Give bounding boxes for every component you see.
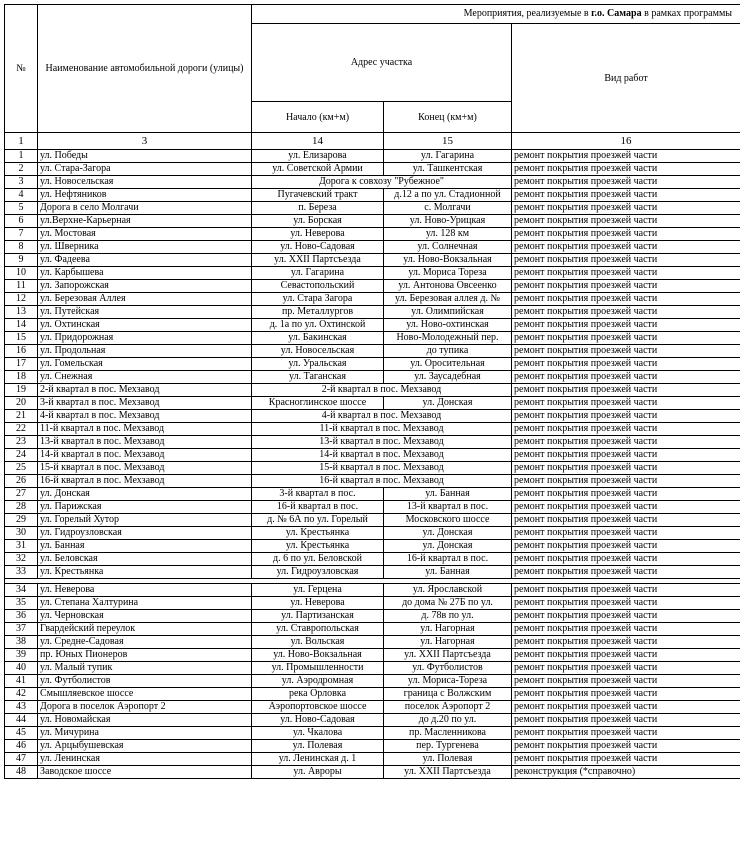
road-name: Дорога в поселок Аэропорт 2 [38,701,252,714]
road-name: Дорога в село Молгачи [38,202,252,215]
address-start: ул. Авроры [252,766,384,779]
address-end: 13-й квартал в пос. [384,501,512,514]
address-start: ул. Крестьянка [252,527,384,540]
address-merged: 15-й квартал в пос. Мехзавод [252,462,512,475]
document-sheet [4,0,740,779]
address-start: ул. Партизанская [252,610,384,623]
address-end: ул. XXII Партсъезда [384,649,512,662]
row-number: 4 [5,189,38,202]
table-row [5,475,740,488]
col-number: 16 [512,133,740,150]
address-start: ул. Гидроузловская [252,566,384,579]
address-end: ул. Полевая [384,753,512,766]
address-start: ул. Стара Загора [252,293,384,306]
work-type: ремонт покрытия проезжей части [512,202,740,215]
table-row [5,280,740,293]
work-type: ремонт покрытия проезжей части [512,636,740,649]
address-start: ул. Бакинская [252,332,384,345]
row-number: 12 [5,293,38,306]
work-type: ремонт покрытия проезжей части [512,649,740,662]
row-number: 28 [5,501,38,514]
work-type: ремонт покрытия проезжей части [512,163,740,176]
table-row [5,436,740,449]
table-row [5,753,740,766]
road-name: ул. Крестьянка [38,566,252,579]
address-start: ул. Новосельская [252,345,384,358]
row-number: 16 [5,345,38,358]
table-row [5,540,740,553]
road-name: ул. Средне-Садовая [38,636,252,649]
row-number: 10 [5,267,38,280]
work-type: ремонт покрытия проезжей части [512,740,740,753]
work-type: ремонт покрытия проезжей части [512,488,740,501]
address-start: ул. Неверова [252,228,384,241]
road-name: 2-й квартал в пос. Мехзавод [38,384,252,397]
address-end: 16-й квартал в пос. [384,553,512,566]
work-type: ремонт покрытия проезжей части [512,462,740,475]
road-name: 13-й квартал в пос. Мехзавод [38,436,252,449]
table-row [5,449,740,462]
table-row [5,740,740,753]
row-number: 21 [5,410,38,423]
address-start: д. 6 по ул. Беловской [252,553,384,566]
row-number: 32 [5,553,38,566]
table-row [5,306,740,319]
road-name: ул. Стара-Загора [38,163,252,176]
work-type: ремонт покрытия проезжей части [512,254,740,267]
work-type: ремонт покрытия проезжей части [512,280,740,293]
table-row [5,202,740,215]
work-type: ремонт покрытия проезжей части [512,540,740,553]
table-row [5,423,740,436]
address-end: ул. Нагорная [384,623,512,636]
work-type: ремонт покрытия проезжей части [512,332,740,345]
address-merged: 16-й квартал в пос. Мехзавод [252,475,512,488]
work-type: ремонт покрытия проезжей части [512,553,740,566]
table-row [5,150,740,163]
address-merged: 4-й квартал в пос. Мехзавод [252,410,512,423]
work-type: ремонт покрытия проезжей части [512,584,740,597]
table-row [5,688,740,701]
table-row [5,345,740,358]
address-end: ул. Оросительная [384,358,512,371]
row-number: 18 [5,371,38,384]
road-name: 4-й квартал в пос. Мехзавод [38,410,252,423]
col-number: 1 [5,133,38,150]
address-start: Красноглинское шоссе [252,397,384,410]
row-number: 25 [5,462,38,475]
work-type: ремонт покрытия проезжей части [512,384,740,397]
work-type: ремонт покрытия проезжей части [512,662,740,675]
address-merged: 2-й квартал в пос. Мехзавод [252,384,512,397]
address-start: ул. Ново-Садовая [252,241,384,254]
road-name: ул. Запорожская [38,280,252,293]
address-start: ул. Гагарина [252,267,384,280]
road-name: 16-й квартал в пос. Мехзавод [38,475,252,488]
road-name: ул. Новосельская [38,176,252,189]
work-type: ремонт покрытия проезжей части [512,449,740,462]
row-number: 47 [5,753,38,766]
table-row [5,397,740,410]
address-start: ул. Крестьянка [252,540,384,553]
row-number: 45 [5,727,38,740]
address-start: ул. Ставропольская [252,623,384,636]
road-name: ул. Снежная [38,371,252,384]
road-name: ул. Гидроузловская [38,527,252,540]
row-number: 39 [5,649,38,662]
row-number: 24 [5,449,38,462]
address-start: ул. Ленинская д. 1 [252,753,384,766]
road-name: ул. Ленинская [38,753,252,766]
work-type: ремонт покрытия проезжей части [512,189,740,202]
row-number: 31 [5,540,38,553]
row-number: 46 [5,740,38,753]
address-end: ул. Банная [384,488,512,501]
address-end: ул. Донская [384,527,512,540]
header-address: Адрес участка [252,24,512,102]
address-end: до тупика [384,345,512,358]
address-start: ул. Ново-Садовая [252,714,384,727]
address-start: ул. Промышленности [252,662,384,675]
road-name: пр. Юных Пионеров [38,649,252,662]
row-number: 6 [5,215,38,228]
address-end: ул. Олимпийская [384,306,512,319]
row-number: 17 [5,358,38,371]
address-start: д. № 6А по ул. Горелый [252,514,384,527]
road-name: ул. Фадеева [38,254,252,267]
work-type: ремонт покрытия проезжей части [512,319,740,332]
road-name: ул. Новомайская [38,714,252,727]
row-number: 34 [5,584,38,597]
address-start: ул. Таганская [252,371,384,384]
row-number: 9 [5,254,38,267]
table-row [5,649,740,662]
row-number: 27 [5,488,38,501]
table-row [5,371,740,384]
table-row [5,727,740,740]
row-number: 13 [5,306,38,319]
road-name: ул. Горелый Хутор [38,514,252,527]
row-number: 41 [5,675,38,688]
address-start: п. Береза [252,202,384,215]
road-name: Гвардейский переулок [38,623,252,636]
row-number: 36 [5,610,38,623]
address-end: ул. Футболистов [384,662,512,675]
address-start: 3-й квартал в пос. [252,488,384,501]
table-row [5,527,740,540]
row-number: 37 [5,623,38,636]
work-type: ремонт покрытия проезжей части [512,241,740,254]
address-end: ул. Ново-охтинская [384,319,512,332]
address-end: Московского шоссе [384,514,512,527]
road-name: Смышляевское шоссе [38,688,252,701]
address-end: с. Молгачи [384,202,512,215]
work-type: ремонт покрытия проезжей части [512,610,740,623]
table-row [5,384,740,397]
row-number: 1 [5,150,38,163]
table-row [5,488,740,501]
work-type: ремонт покрытия проезжей части [512,714,740,727]
road-name: Заводское шоссе [38,766,252,779]
row-number: 8 [5,241,38,254]
address-start: ул. Елизарова [252,150,384,163]
address-end: Ново-Молодежный пер. [384,332,512,345]
header-city: г.о. Самара [591,8,642,19]
address-end: ул. Мориса-Тореза [384,675,512,688]
work-type: ремонт покрытия проезжей части [512,475,740,488]
road-name: ул. Шверника [38,241,252,254]
row-number: 14 [5,319,38,332]
address-end: ул. Ярославской [384,584,512,597]
table-row [5,241,740,254]
address-end: ул. Нагорная [384,636,512,649]
road-name: ул. Малый тупик [38,662,252,675]
address-end: д.12 а по ул. Стадионной [384,189,512,202]
work-type: ремонт покрытия проезжей части [512,436,740,449]
table-row [5,514,740,527]
work-type: ремонт покрытия проезжей части [512,215,740,228]
work-type: ремонт покрытия проезжей части [512,501,740,514]
work-type: ремонт покрытия проезжей части [512,753,740,766]
address-merged: 11-й квартал в пос. Мехзавод [252,423,512,436]
road-name: ул. Банная [38,540,252,553]
row-number: 5 [5,202,38,215]
work-type: ремонт покрытия проезжей части [512,597,740,610]
column-numbers-row [5,133,740,150]
row-number: 15 [5,332,38,345]
address-start: Пугачевский тракт [252,189,384,202]
table-row [5,319,740,332]
col-number: 3 [38,133,252,150]
road-name: ул. Карбышева [38,267,252,280]
row-number: 11 [5,280,38,293]
address-start: ул. Герцена [252,584,384,597]
road-name: 11-й квартал в пос. Мехзавод [38,423,252,436]
address-end: ул. XXII Партсъезда [384,766,512,779]
table-row [5,566,740,579]
address-start: ул. XXII Партсъезда [252,254,384,267]
table-row [5,662,740,675]
road-name: ул. Продольная [38,345,252,358]
road-name: ул. Арцыбушевская [38,740,252,753]
work-type: ремонт покрытия проезжей части [512,267,740,280]
row-number: 48 [5,766,38,779]
header-row-1 [5,5,740,24]
address-end: до д.20 по ул. [384,714,512,727]
table-row [5,163,740,176]
address-start: ул. Аэродромная [252,675,384,688]
work-type: ремонт покрытия проезжей части [512,727,740,740]
header-num: № [5,5,38,133]
row-number: 33 [5,566,38,579]
address-end: пер. Тургенева [384,740,512,753]
row-number: 35 [5,597,38,610]
work-type: ремонт покрытия проезжей части [512,358,740,371]
work-type: ремонт покрытия проезжей части [512,150,740,163]
row-number: 40 [5,662,38,675]
address-end: д. 78в по ул. [384,610,512,623]
address-end: граница с Волжским [384,688,512,701]
road-name: ул. Степана Халтурина [38,597,252,610]
col-number: 14 [252,133,384,150]
row-number: 3 [5,176,38,189]
work-type: ремонт покрытия проезжей части [512,514,740,527]
table-row [5,293,740,306]
address-start: пр. Металлургов [252,306,384,319]
work-type: ремонт покрытия проезжей части [512,675,740,688]
road-name: ул. Придорожная [38,332,252,345]
work-type: ремонт покрытия проезжей части [512,345,740,358]
address-end: ул. Донская [384,540,512,553]
work-type: ремонт покрытия проезжей части [512,527,740,540]
address-start: ул. Неверова [252,597,384,610]
row-number: 22 [5,423,38,436]
work-type: ремонт покрытия проезжей части [512,423,740,436]
road-name: ул. Березовая Аллея [38,293,252,306]
road-name: ул. Неверова [38,584,252,597]
address-end: пр. Масленникова [384,727,512,740]
address-merged: Дорога к совхозу "Рубежное" [252,176,512,189]
table-row [5,714,740,727]
road-name: ул. Путейская [38,306,252,319]
table-row [5,215,740,228]
address-start: ул. Вольская [252,636,384,649]
address-end: ул. Березовая аллея д. № [384,293,512,306]
address-start: река Орловка [252,688,384,701]
work-type: ремонт покрытия проезжей части [512,293,740,306]
address-end: ул. Ново-Урицкая [384,215,512,228]
road-name: ул. Мостовая [38,228,252,241]
address-start: д. 1а по ул. Охтинской [252,319,384,332]
table-row [5,462,740,475]
address-start: ул. Уральская [252,358,384,371]
address-merged: 13-й квартал в пос. Мехзавод [252,436,512,449]
row-number: 30 [5,527,38,540]
col-number: 15 [384,133,512,150]
address-start: ул. Советской Армии [252,163,384,176]
address-end: ул. Солнечная [384,241,512,254]
table-row [5,610,740,623]
work-type: реконструкция (*справочно) [512,766,740,779]
work-type: ремонт покрытия проезжей части [512,306,740,319]
work-type: ремонт покрытия проезжей части [512,371,740,384]
road-name: ул. Донская [38,488,252,501]
table-row [5,501,740,514]
row-number: 23 [5,436,38,449]
address-end: до дома № 27Б по ул. [384,597,512,610]
row-number: 7 [5,228,38,241]
address-start: ул. Полевая [252,740,384,753]
table-row [5,766,740,779]
header-start: Начало (км+м) [252,102,384,133]
road-name: ул. Охтинская [38,319,252,332]
address-start: ул. Ново-Вокзальная [252,649,384,662]
table-row [5,358,740,371]
road-name: ул. Нефтяников [38,189,252,202]
road-name: ул. Парижская [38,501,252,514]
road-name: ул. Черновская [38,610,252,623]
address-end: ул. Гагарина [384,150,512,163]
row-number: 20 [5,397,38,410]
table-row [5,267,740,280]
road-name: ул.Верхне-Карьерная [38,215,252,228]
header-measures: Мероприятия, реализуемые в г.о. Самара в рамках программы [252,5,740,24]
table-row [5,332,740,345]
header-end: Конец (км+м) [384,102,512,133]
address-end: ул. Ново-Вокзальная [384,254,512,267]
row-number: 42 [5,688,38,701]
address-merged: 14-й квартал в пос. Мехзавод [252,449,512,462]
table-row [5,584,740,597]
road-name: ул. Гомельская [38,358,252,371]
address-start: Севастопольский [252,280,384,293]
road-name: 14-й квартал в пос. Мехзавод [38,449,252,462]
road-name: 3-й квартал в пос. Мехзавод [38,397,252,410]
header-work: Вид работ [512,24,740,133]
address-start: ул. Чкалова [252,727,384,740]
table-row [5,228,740,241]
road-name: ул. Футболистов [38,675,252,688]
work-type: ремонт покрытия проезжей части [512,688,740,701]
table-row [5,701,740,714]
row-number: 19 [5,384,38,397]
road-name: ул. Мичурина [38,727,252,740]
work-type: ремонт покрытия проезжей части [512,228,740,241]
address-start: Аэропортовское шоссе [252,701,384,714]
table-row [5,675,740,688]
row-number: 2 [5,163,38,176]
table-row [5,553,740,566]
table-row [5,189,740,202]
address-end: поселок Аэропорт 2 [384,701,512,714]
table-row [5,636,740,649]
work-type: ремонт покрытия проезжей части [512,397,740,410]
table-row [5,597,740,610]
address-end: ул. Банная [384,566,512,579]
row-number: 44 [5,714,38,727]
table-row [5,410,740,423]
road-name: ул. Беловская [38,553,252,566]
row-number: 29 [5,514,38,527]
work-type: ремонт покрытия проезжей части [512,410,740,423]
address-end: ул. Антонова Овсеенко [384,280,512,293]
address-end: ул. 128 км [384,228,512,241]
roads-table [4,0,740,779]
work-type: ремонт покрытия проезжей части [512,623,740,636]
address-start: ул. Борская [252,215,384,228]
row-number: 38 [5,636,38,649]
table-row [5,176,740,189]
work-type: ремонт покрытия проезжей части [512,566,740,579]
work-type: ремонт покрытия проезжей части [512,176,740,189]
address-end: ул. Донская [384,397,512,410]
row-number: 43 [5,701,38,714]
table-row [5,254,740,267]
address-end: ул. Ташкентская [384,163,512,176]
address-end: ул. Мориса Тореза [384,267,512,280]
work-type: ремонт покрытия проезжей части [512,701,740,714]
header-road-name: Наименование автомобильной дороги (улицы) [38,5,252,133]
road-name: 15-й квартал в пос. Мехзавод [38,462,252,475]
road-name: ул. Победы [38,150,252,163]
table-row [5,623,740,636]
row-number: 26 [5,475,38,488]
address-start: 16-й квартал в пос. [252,501,384,514]
address-end: ул. Заусадебная [384,371,512,384]
